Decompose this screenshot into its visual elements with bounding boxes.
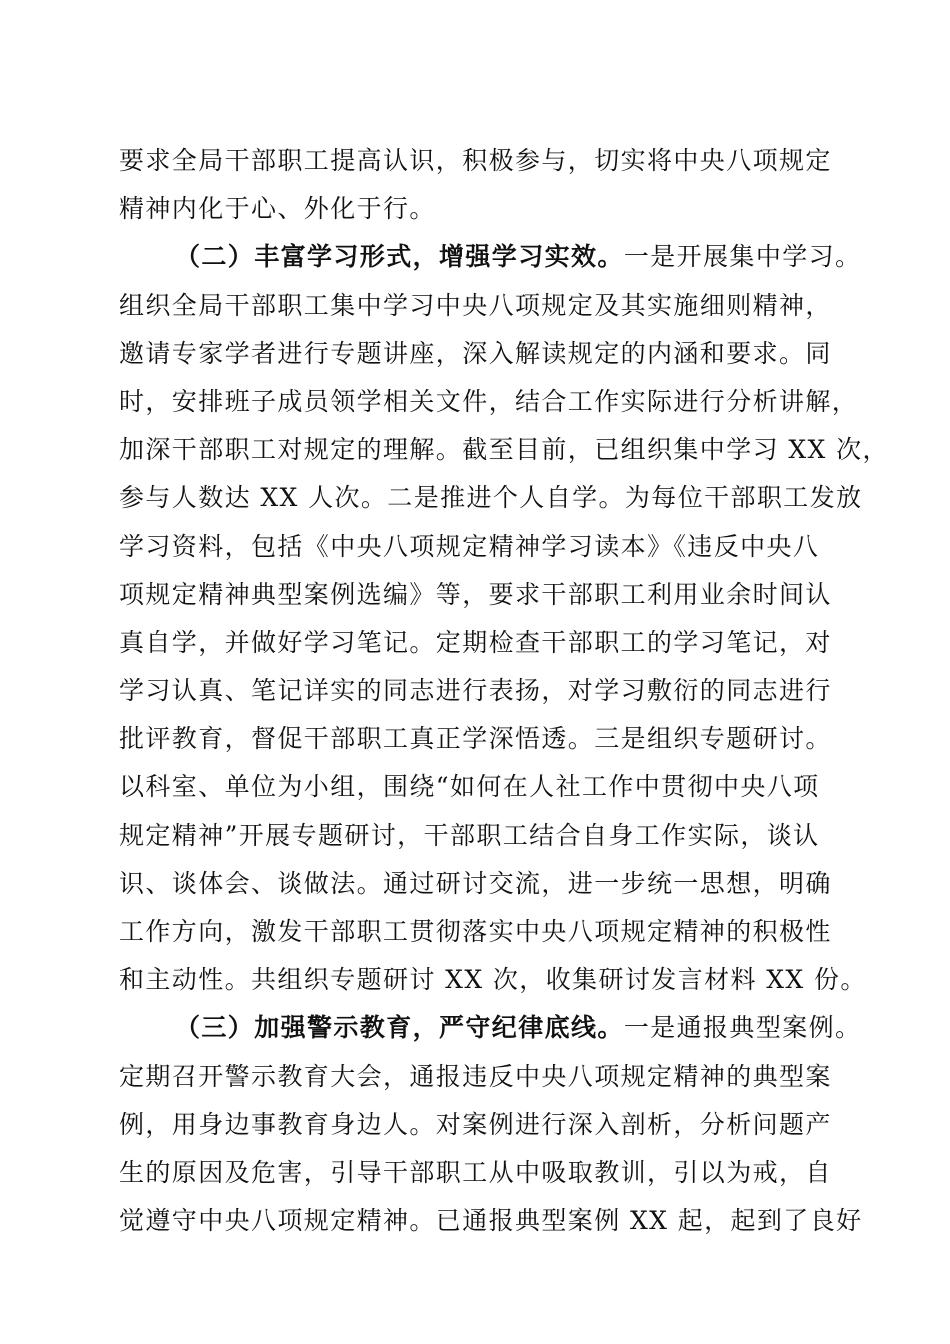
paragraph-line: 生的原因及危害，引导干部职工从中吸取教训，引以为戒，自 [119,1157,832,1187]
paragraph-line: 工作方向，激发干部职工贯彻落实中央八项规定精神的积极性 [119,917,832,946]
paragraph-line: 觉遵守中央八项规定精神。已通报典型案例 XX 起，起到了良好 [119,1206,863,1236]
paragraph-line: 要求全局干部职工提高认识，积极参与，切实将中央八项规定 [119,146,832,175]
paragraph-line: 真自学，并做好学习笔记。定期检查干部职工的学习笔记，对 [119,627,832,657]
paragraph-line: 和主动性。共组织专题研讨 XX 次，收集研讨发言材料 XX 份。 [119,965,867,995]
section-heading-3: （三）加强警示教育，严守纪律底线。 [175,1013,624,1043]
paragraph-line: 例，用身边事教育身边人。对案例进行深入剖析，分析问题产 [119,1109,832,1139]
paragraph-line: 参与人数达 XX 人次。二是推进个人自学。为每位干部职工发放 [119,483,863,513]
paragraph-line: 以科室、单位为小组，围绕“如何在人社工作中贯彻中央八项 [119,772,820,802]
section-heading-line [119,1004,862,1052]
paragraph-line: 时，安排班子成员领学相关文件，结合工作实际进行分析讲解， [119,386,859,416]
paragraph-line: 规定精神”开展专题研讨，干部职工结合自身工作实际，谈认 [119,820,820,850]
paragraph-line: 加深干部职工对规定的理解。截至目前，已组织集中学习 XX 次， [119,435,889,465]
paragraph-line: 定期召开警示教育大会，通报违反中央八项规定精神的典型案 [119,1061,832,1091]
paragraph-text: 一是开展集中学习。 [623,242,862,272]
paragraph-line: 精神内化于心、外化于行。 [119,194,436,224]
section-heading-2: （二）丰富学习形式，增强学习实效。 [175,242,624,272]
paragraph-line: 学习认真、笔记详实的同志进行表扬，对学习敷衍的同志进行 [119,676,832,706]
document-body [119,137,889,1245]
paragraph-line: 识、谈体会、谈做法。通过研讨交流，进一步统一思想，明确 [119,868,832,898]
paragraph-line: 批评教育，督促干部职工真正学深悟透。三是组织专题研讨。 [119,724,832,754]
paragraph-text: 一是通报典型案例。 [623,1013,862,1043]
paragraph-line: 组织全局干部职工集中学习中央八项规定及其实施细则精神， [119,290,832,320]
paragraph-line: 学习资料，包括《中央八项规定精神学习读本》《违反中央八 [119,531,820,561]
paragraph-line: 邀请专家学者进行专题讲座，深入解读规定的内涵和要求。同 [119,338,832,368]
paragraph-line: 项规定精神典型案例选编》等，要求干部职工利用业余时间认 [119,579,832,609]
section-heading-line [119,233,862,281]
